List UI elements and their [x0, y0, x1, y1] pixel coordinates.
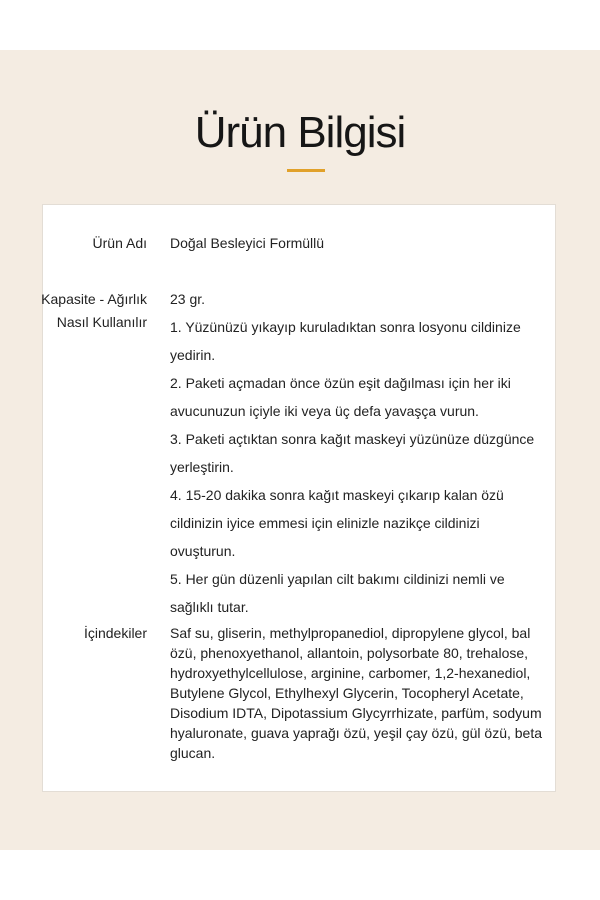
title-underline — [287, 169, 325, 172]
usage-steps-list — [170, 313, 545, 621]
product-name-value: Doğal Besleyici Formüllü — [170, 235, 325, 251]
page-title: Ürün Bilgisi — [194, 108, 406, 157]
ingredients-label: İçindekiler — [83, 625, 147, 641]
capacity-label: Kapasite - Ağırlık — [41, 291, 147, 307]
usage-step: 5. Her gün düzenli yapılan cilt bakımı cildinizi nemli ve sağlıklı tutar. — [170, 571, 505, 615]
usage-step: 4. 15-20 dakika sonra kağıt maskeyi çıkarıp kalan özü cildinizin iyice emmesi için elinizle nazikçe cildinizi ovuşturun. — [170, 487, 504, 559]
product-name-label: Ürün Adı — [92, 235, 147, 251]
usage-step: 1. Yüzünüzü yıkayıp kuruladıktan sonra losyonu cildinize yedirin. — [170, 319, 521, 363]
capacity-value: 23 gr. — [170, 291, 206, 307]
usage-label: Nasıl Kullanılır — [56, 314, 147, 330]
usage-step: 2. Paketi açmadan önce özün eşit dağılması için her iki avucunuzun içiyle iki veya üç defa yavaşça vurun. — [170, 375, 511, 419]
usage-step: 3. Paketi açtıktan sonra kağıt maskeyi yüzünüze düzgünce yerleştirin. — [170, 431, 535, 475]
capacity-usage-block — [170, 285, 545, 621]
product-info-card — [42, 204, 556, 792]
ingredients-value: Saf su, gliserin, methylpropanediol, dipropylene glycol, bal özü, phenoxyethanol, allantoin, polysorbate 80, trehalose, hydroxyethylcellulose, arginine, carbomer, 1,2-hexanediol, Butylene Glycol, Ethylhexyl Glycerin, Tocopheryl Acetate, Disodium IDTA, Dipotassium Glycyrrhizate, parfüm, sodyum hyaluronate, guava yaprağı özü, yeşil çay özü, gül özü, beta glucan. — [170, 625, 543, 761]
